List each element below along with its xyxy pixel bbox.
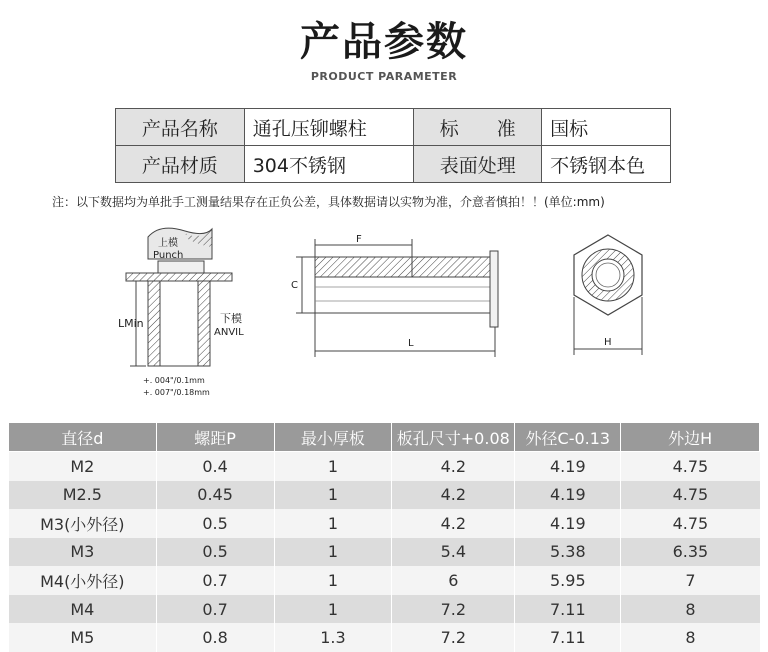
spec-row xyxy=(116,146,671,183)
stud-bore xyxy=(315,277,495,313)
cell-pitch: 0.7 xyxy=(156,566,274,595)
col-header-pitch: 螺距P xyxy=(156,423,274,452)
cell-min-sheet: 1 xyxy=(274,509,392,538)
cell-outer-diameter: 7.11 xyxy=(515,595,621,624)
cell-diameter: M3 xyxy=(9,538,157,567)
cell-diameter: M2 xyxy=(9,452,157,481)
sheet-plate xyxy=(126,273,232,281)
cell-hole-size: 4.2 xyxy=(392,452,515,481)
table-row xyxy=(9,566,760,595)
product-name-value: 通孔压铆螺柱 xyxy=(244,109,414,146)
cell-hole-size: 6 xyxy=(392,566,515,595)
material-label: 产品材质 xyxy=(116,146,245,183)
cell-min-sheet: 1 xyxy=(274,566,392,595)
cell-hex-size: 4.75 xyxy=(621,481,760,510)
punch-cn-label: 上模 xyxy=(158,238,178,249)
cell-hole-size: 5.4 xyxy=(392,538,515,567)
cell-pitch: 0.5 xyxy=(156,509,274,538)
f-label: F xyxy=(356,234,362,245)
table-row xyxy=(9,538,760,567)
cell-outer-diameter: 4.19 xyxy=(515,509,621,538)
cell-min-sheet: 1 xyxy=(274,481,392,510)
table-row xyxy=(9,623,760,652)
cell-hex-size: 8 xyxy=(621,595,760,624)
cell-diameter: M2.5 xyxy=(9,481,157,510)
stud-wall-right xyxy=(198,281,210,366)
finish-value: 不锈钢本色 xyxy=(542,146,671,183)
lmin-label: LMin xyxy=(118,317,144,330)
col-header-diameter: 直径d xyxy=(9,423,157,452)
stud-head xyxy=(490,251,498,327)
spec-table xyxy=(115,108,671,183)
side-view-diagram xyxy=(291,234,498,357)
col-header-hex-size: 外边H xyxy=(621,423,760,452)
cell-hex-size: 7 xyxy=(621,566,760,595)
table-row xyxy=(9,481,760,510)
table-row xyxy=(9,452,760,481)
technical-drawing xyxy=(0,215,768,415)
standard-value: 国标 xyxy=(542,109,671,146)
cell-hole-size: 7.2 xyxy=(392,595,515,624)
col-header-min-sheet: 最小厚板 xyxy=(274,423,392,452)
disclaimer-note: 注：以下数据均为单批手工测量结果存在正负公差，具体数据请以实物为准，介意者慎拍！！(单位:mm) xyxy=(52,195,605,209)
col-header-outer-diameter: 外径C-0.13 xyxy=(515,423,621,452)
cell-outer-diameter: 5.38 xyxy=(515,538,621,567)
cell-diameter: M4 xyxy=(9,595,157,624)
hex-view-diagram xyxy=(574,235,642,355)
cell-hex-size: 6.35 xyxy=(621,538,760,567)
tolerance-label-1: +. 004"/0.1mm xyxy=(143,376,205,385)
cell-pitch: 0.8 xyxy=(156,623,274,652)
anvil-cn-label: 下模 xyxy=(220,312,242,325)
cell-pitch: 0.4 xyxy=(156,452,274,481)
dimension-table xyxy=(8,422,760,652)
cell-pitch: 0.45 xyxy=(156,481,274,510)
punch-tip xyxy=(158,261,204,273)
cell-hole-size: 7.2 xyxy=(392,623,515,652)
cell-hex-size: 8 xyxy=(621,623,760,652)
hex-bore xyxy=(592,259,624,291)
cell-hole-size: 4.2 xyxy=(392,509,515,538)
material-value: 304不锈钢 xyxy=(244,146,414,183)
cell-diameter: M4(小外径) xyxy=(9,566,157,595)
col-header-hole-size: 板孔尺寸+0.08 xyxy=(392,423,515,452)
c-label: C xyxy=(291,280,298,291)
page-title: 产品参数 xyxy=(300,19,468,65)
cell-min-sheet: 1 xyxy=(274,538,392,567)
cell-min-sheet: 1.3 xyxy=(274,623,392,652)
tolerance-label-2: +. 007"/0.18mm xyxy=(143,388,210,397)
cell-pitch: 0.7 xyxy=(156,595,274,624)
h-label: H xyxy=(604,337,612,348)
cell-hex-size: 4.75 xyxy=(621,452,760,481)
cell-hole-size: 4.2 xyxy=(392,481,515,510)
anvil-en-label: ANVIL xyxy=(214,327,244,338)
stud-body-upper xyxy=(315,257,495,277)
press-fit-diagram xyxy=(118,228,244,397)
cell-outer-diameter: 5.95 xyxy=(515,566,621,595)
cell-outer-diameter: 4.19 xyxy=(515,452,621,481)
finish-label: 表面处理 xyxy=(414,146,542,183)
page-subtitle: PRODUCT PARAMETER xyxy=(310,70,458,83)
cell-outer-diameter: 4.19 xyxy=(515,481,621,510)
cell-diameter: M3(小外径) xyxy=(9,509,157,538)
product-name-label: 产品名称 xyxy=(116,109,245,146)
punch-en-label: Punch xyxy=(153,250,184,261)
cell-hex-size: 4.75 xyxy=(621,509,760,538)
cell-min-sheet: 1 xyxy=(274,595,392,624)
cell-diameter: M5 xyxy=(9,623,157,652)
spec-row xyxy=(116,109,671,146)
table-header-row xyxy=(9,423,760,452)
cell-pitch: 0.5 xyxy=(156,538,274,567)
cell-min-sheet: 1 xyxy=(274,452,392,481)
cell-outer-diameter: 7.11 xyxy=(515,623,621,652)
standard-label: 标 准 xyxy=(414,109,542,146)
l-label: L xyxy=(408,338,414,349)
stud-wall-left xyxy=(148,281,160,366)
table-row xyxy=(9,509,760,538)
table-row xyxy=(9,595,760,624)
